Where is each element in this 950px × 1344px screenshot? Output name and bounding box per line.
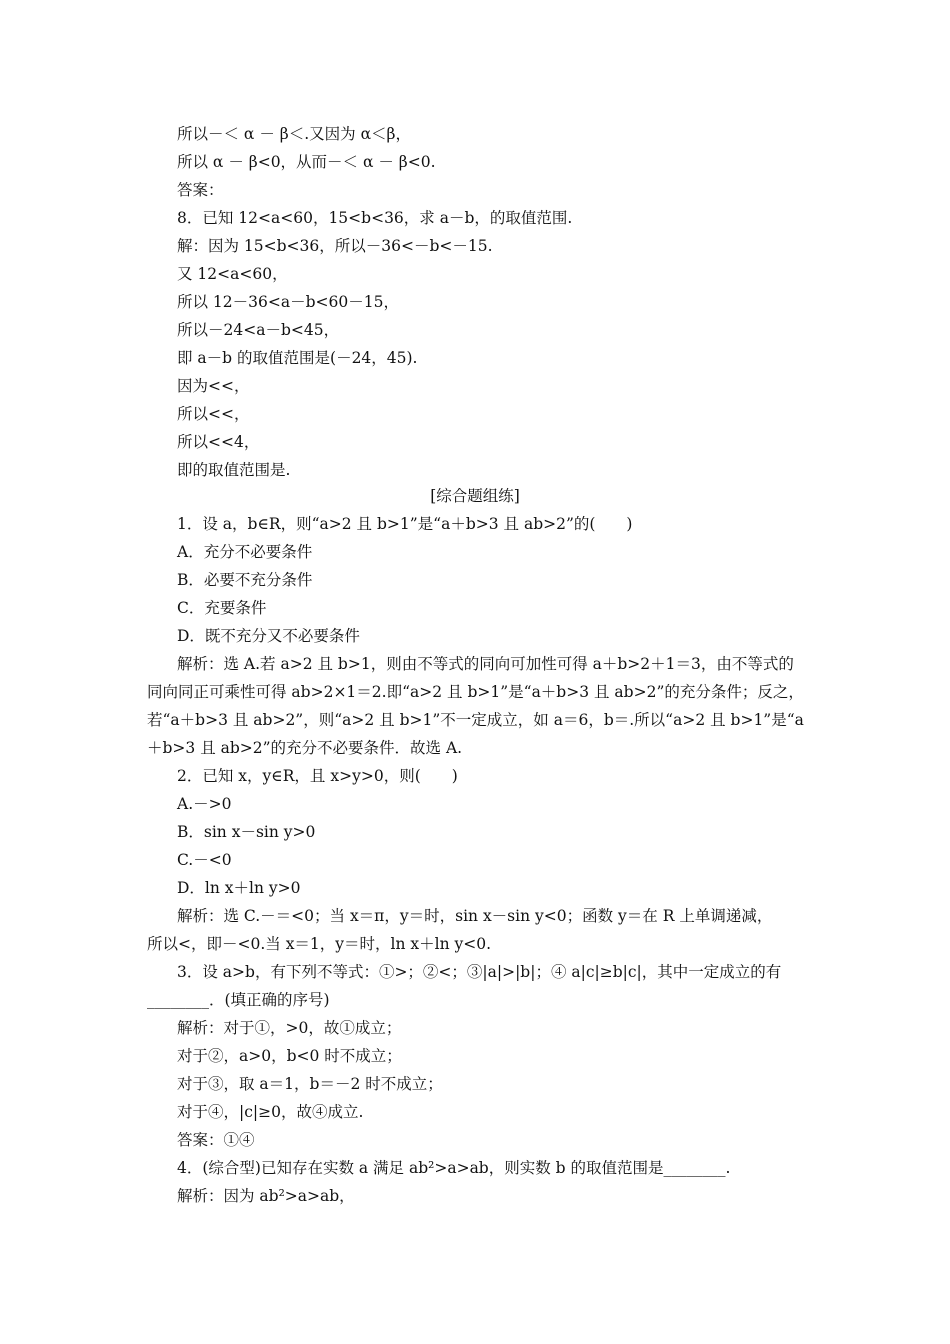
section-heading: [综合题组练]: [430, 487, 520, 505]
option-b: B．必要不充分条件: [177, 571, 313, 589]
solution-line: 解析：因为 ab²>a>ab，: [177, 1187, 355, 1205]
problem-1: 1．设 a，b∈R，则“a>2 且 b>1”是“a＋b>3 且 ab>2”的( ): [177, 515, 633, 533]
text-line: 所以 α － β<0，从而－＜ α － β<0.: [177, 153, 436, 171]
option-d: D．ln x＋ln y>0: [177, 879, 301, 897]
text-line: 所以<<4，: [177, 433, 260, 451]
text-line: 所以<<，: [177, 405, 250, 423]
solution-line: 所以<，即－<0.当 x＝1，y＝时，ln x＋ln y<0.: [147, 935, 492, 953]
solution-line: ＋b>3 且 ab>2”的充分不必要条件．故选 A.: [147, 739, 463, 757]
problem-2: 2．已知 x，y∈R，且 x>y>0，则( ): [177, 767, 458, 785]
problem-3-blank: ________．(填正确的序号): [147, 991, 330, 1009]
solution-line: 同向同正可乘性可得 ab>2×1＝2.即“a>2 且 b>1”是“a＋b>3 且 ab>2”的充分条件；反之，: [147, 683, 804, 701]
text-line: 解：因为 15<b<36，所以－36<－b<－15.: [177, 237, 493, 255]
problem-4: 4．(综合型)已知存在实数 a 满足 ab²>a>ab，则实数 b 的取值范围是________.: [177, 1159, 731, 1177]
text-line: 又 12<a<60，: [177, 265, 288, 283]
problem-8: 8．已知 12<a<60，15<b<36，求 a－b，的取值范围.: [177, 209, 573, 227]
option-b: B．sin x－sin y>0: [177, 823, 316, 841]
solution-line: 解析：选 C.－＝<0；当 x＝π，y＝时，sin x－sin y<0；函数 y＝在 R 上单调递减，: [177, 907, 773, 925]
text-line: 对于④，|c|≥0，故④成立.: [177, 1103, 364, 1121]
solution-line: 解析：选 A.若 a>2 且 b>1，则由不等式的同向可加性可得 a＋b>2＋1＝3，由不等式的: [177, 655, 794, 673]
problem-3: 3．设 a>b，有下列不等式：①>；②<；③|a|>|b|；④ a|c|≥b|c|，其中一定成立的有: [177, 963, 782, 981]
text-line: 即的取值范围是.: [177, 461, 291, 479]
text-line: 对于③，取 a＝1，b＝－2 时不成立；: [177, 1075, 443, 1093]
text-line: 答案：: [177, 181, 224, 199]
text-line: 所以 12－36<a－b<60－15，: [177, 293, 399, 311]
option-c: C.－<0: [177, 851, 232, 869]
text-line: 即 a－b 的取值范围是(－24，45).: [177, 349, 418, 367]
solution-line: 解析：对于①，>0，故①成立；: [177, 1019, 402, 1037]
option-d: D．既不充分又不必要条件: [177, 627, 360, 645]
option-a: A．充分不必要条件: [177, 543, 313, 561]
text-line: 所以－24<a－b<45，: [177, 321, 340, 339]
text-line: 对于②，a>0，b<0 时不成立；: [177, 1047, 402, 1065]
text-line: 所以－＜ α － β＜.又因为 α＜β，: [177, 125, 411, 143]
answer-line: 答案：①④: [177, 1131, 255, 1149]
text-line: 因为<<，: [177, 377, 250, 395]
solution-line: 若“a＋b>3 且 ab>2”，则“a>2 且 b>1”不一定成立，如 a＝6，b＝.所以“a>2 且 b>1”是“a: [147, 711, 804, 729]
option-a: A.－>0: [177, 795, 232, 813]
option-c: C．充要条件: [177, 599, 267, 617]
